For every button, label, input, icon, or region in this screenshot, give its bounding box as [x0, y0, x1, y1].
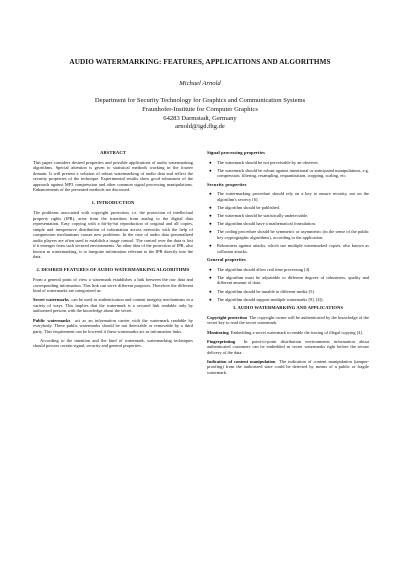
- list-item: ● Robustness against attacks, which use multiple watermarked copies, also known as collusion attacks.: [209, 243, 369, 254]
- copyright-paragraph: Copyright protection The copyright owner will be authenticated by the knowledge of the secret key to read the secret watermark.: [207, 314, 369, 326]
- bullet-icon: ●: [209, 159, 212, 165]
- public-watermarks-term: Public watermarks: [33, 317, 71, 323]
- monitoring-paragraph: Monitoring Embedding a secret watermark to enable the tracing of illegal copying [4].: [207, 329, 364, 335]
- affiliation-department: Department for Security Technology for Graphics and Communication Systems: [94, 97, 306, 104]
- public-watermarks-paragraph: [33, 318, 193, 335]
- bullet-icon: ●: [209, 213, 212, 219]
- secret-watermarks-text: can be used as authentication and content integrity mechanisms in a variety of ways. This implies that the watermark is a secured link readable only by authorized persons with the knowledge about the secret.: [33, 297, 193, 314]
- affiliation-block: [0, 97, 400, 132]
- signal-props-list: [207, 160, 369, 179]
- affiliation-email: arnold@igd.fhg.de: [175, 123, 225, 131]
- list-item: ● The watermark should be not perceivable by an observer.: [209, 159, 319, 165]
- bullet-icon: ●: [209, 191, 212, 197]
- section2-heading: 2. DESIRED FEATURES OF AUDIO WATERMARKING ALGORITHMS: [36, 267, 190, 273]
- secret-watermarks-term: Secret watermarks: [33, 297, 69, 303]
- author-name: Michael Arnold: [179, 80, 221, 87]
- list-item: ● The watermark should be robust against intentional or anticipated manipulations, e.g. compression, filtering, resampling, requantisation, cropping, scaling, etc.: [209, 167, 369, 179]
- signal-props-heading: Signal processing properties: [207, 150, 266, 155]
- list-item: ● The algorithm should be tunable to different media [5].: [209, 288, 315, 294]
- bullet-icon: ●: [209, 243, 212, 249]
- list-item: ● The algorithm should allow real time processing [4].: [209, 266, 311, 272]
- list-item: ● The coding procedure should be symmetric or asymmetric (in the sense of the public key cryptographic algorithms), according to the application.: [209, 229, 369, 240]
- left-column: [33, 150, 193, 352]
- bullet-icon: ●: [209, 288, 212, 294]
- secret-watermarks-paragraph: [33, 297, 193, 314]
- section3-heading: 3. AUDIO WATERMARKING AND APPLICATIONS: [232, 305, 344, 311]
- list-item: ● The watermark should be statistically undetectable.: [209, 213, 309, 219]
- paper-title: AUDIO WATERMARKING: FEATURES, APPLICATIONS AND ALGORITHMS: [69, 58, 331, 66]
- list-item: ● The algorithm should be published.: [209, 205, 280, 211]
- bullet-icon: ●: [209, 229, 212, 235]
- list-item: ● The watermarking procedure should rely on a key to ensure security, not on the algorithm's secrecy [6].: [209, 191, 369, 202]
- affiliation-institute: Fraunhofer-Institute for Computer Graphics: [142, 105, 258, 113]
- list-item: ● The algorithm should support multiple watermarks [9], [4]).: [209, 296, 324, 302]
- bullet-icon: ●: [209, 205, 212, 211]
- fingerprinting-paragraph: Fingerprinting In point-to-point distribution environments information about authenticated customers can be embedded as secret watermarks right before the secure delivery of the data.: [207, 338, 369, 355]
- list-item: ● The algorithm must be adjustable to different degrees of robustness, quality and different amount of data.: [209, 274, 369, 286]
- bullet-icon: ●: [209, 266, 212, 272]
- section2-intro: From a general point of view a watermark establishes a link between the raw data and corresponding information. This link can serve different purposes. Therefore the different kind of watermarks are categorized as:: [33, 277, 193, 294]
- abstract-text: This paper considers desired properties and possible applications of audio watermarking algorithms. Special attention is given to statistical methods working in the fourier domain. It will present a solution of robust watermarking of audio data and reflect the security properties of the technique. Experimental results show good robustness of the approach against MP3 compression and other common signal processing manipulations. Enhancements of the presented methods are discussed.: [33, 159, 193, 193]
- content-manipulation-paragraph: Indication of content manipulation The indication of content manipulation (tamper-proofing) from the authorized state could be detected by means of a public or fragile watermark.: [207, 358, 369, 375]
- abstract-heading: ABSTRACT: [100, 150, 126, 155]
- right-column: [207, 150, 369, 379]
- intro-paragraph: The problems associated with copyright protection, i.e. the protection of intellectual property rights (IPR), arise from the transition from analog to the digital data representation. Easy copying with a bit-by-bit reproduction of original and all copies, simple and inexpensive distribution of information across networks with the help of compression mechanisms causes new problems. In the case of audio data personalized audio players are often used to establish a usage control. The control over the data is lost if it emerges from such secured environments. An other idea of the protection of IPR, also known as watermarking, is to integrate information relevant to the IPR directly into the data.: [33, 209, 193, 260]
- bullet-icon: ●: [209, 167, 212, 173]
- list-item: ● The algorithm should have a mathematical formulation.: [209, 221, 316, 227]
- security-props-heading: Security properties: [207, 181, 247, 187]
- intro-heading: 1. INTRODUCTION: [91, 200, 135, 206]
- security-props-list: [207, 191, 369, 254]
- public-watermarks-text: act as an information carrier with the watermark readable by everybody. These public watermarks should be not detectable or removable by a third party. This requirement can be lowered if these watermarks act as information links.: [33, 317, 193, 334]
- bullet-icon: ●: [209, 274, 212, 280]
- general-props-list: [207, 267, 369, 303]
- general-props-heading: General properties: [207, 257, 246, 263]
- bullet-icon: ●: [209, 221, 212, 227]
- affiliation-city: 64283 Darmstadt, Germany: [163, 114, 237, 122]
- bullet-icon: ●: [209, 296, 212, 302]
- section2-closing: According to the intention and the kind of watermark, watermarking techniques should possess certain signal, security and general properties.: [33, 337, 193, 349]
